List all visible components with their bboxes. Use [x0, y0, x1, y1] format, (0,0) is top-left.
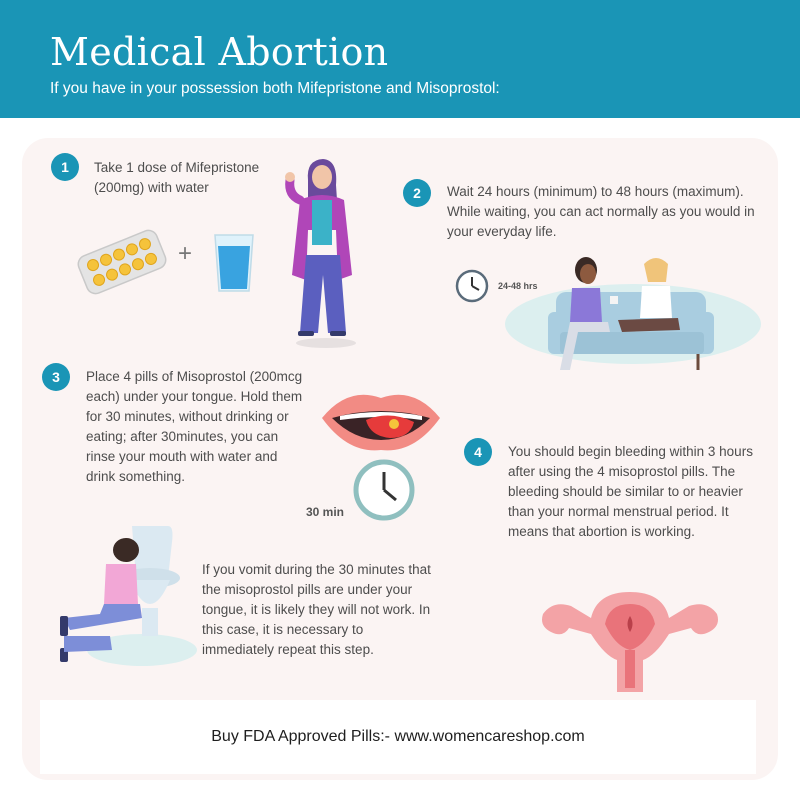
vomit-note-text: If you vomit during the 30 minutes that the misoprostol pills are under your tongue, it is likely they will not work. In this case, it is necessary to immediately repeat this step.: [202, 562, 431, 657]
page-title: Medical Abortion: [50, 30, 389, 74]
women-on-sofa-illustration: [498, 252, 768, 377]
wait-hours-label: 24-48 hrs: [498, 281, 538, 291]
step-3-text: Place 4 pills of Misoprostol (200mcg each) under your tongue. Hold them for 30 minutes, without drinking or eating; after 30minutes, you can rinse your mouth with water and drink something.: [86, 369, 303, 484]
step-3-badge: 3: [42, 363, 70, 391]
step-1-badge: 1: [51, 153, 79, 181]
woman-vomiting-illustration: [50, 518, 200, 668]
footer-banner: [40, 700, 756, 774]
pill-blister-icon: [72, 222, 172, 302]
water-glass-icon: [212, 232, 256, 294]
step-2-badge: 2: [403, 179, 431, 207]
uterus-icon: [535, 580, 725, 698]
step-4-text: You should begin bleeding within 3 hours after using the 4 misoprostol pills. The bleeding should be similar to or heavier than your normal menstrual period. It means that abortion is working.: [508, 444, 753, 539]
plus-sign: +: [178, 240, 193, 267]
clock-icon: [455, 269, 489, 303]
footer-link-text[interactable]: Buy FDA Approved Pills:- www.womencareshop.com: [211, 728, 585, 745]
header-banner: [0, 0, 800, 118]
step-2-text: Wait 24 hours (minimum) to 48 hours (maximum). While waiting, you can act normally as you would in your everyday life.: [447, 184, 755, 239]
mouth-tongue-icon: [318, 380, 444, 460]
hold-time-label: 30 min: [306, 505, 345, 519]
woman-standing-illustration: [278, 155, 368, 350]
step-1-text: Take 1 dose of Mifepristone (200mg) with water: [94, 160, 260, 195]
step-4-badge: 4: [464, 438, 492, 466]
page-subtitle: If you have in your possession both Mifepristone and Misoprostol:: [50, 80, 500, 97]
clock-icon-large: [352, 458, 416, 522]
